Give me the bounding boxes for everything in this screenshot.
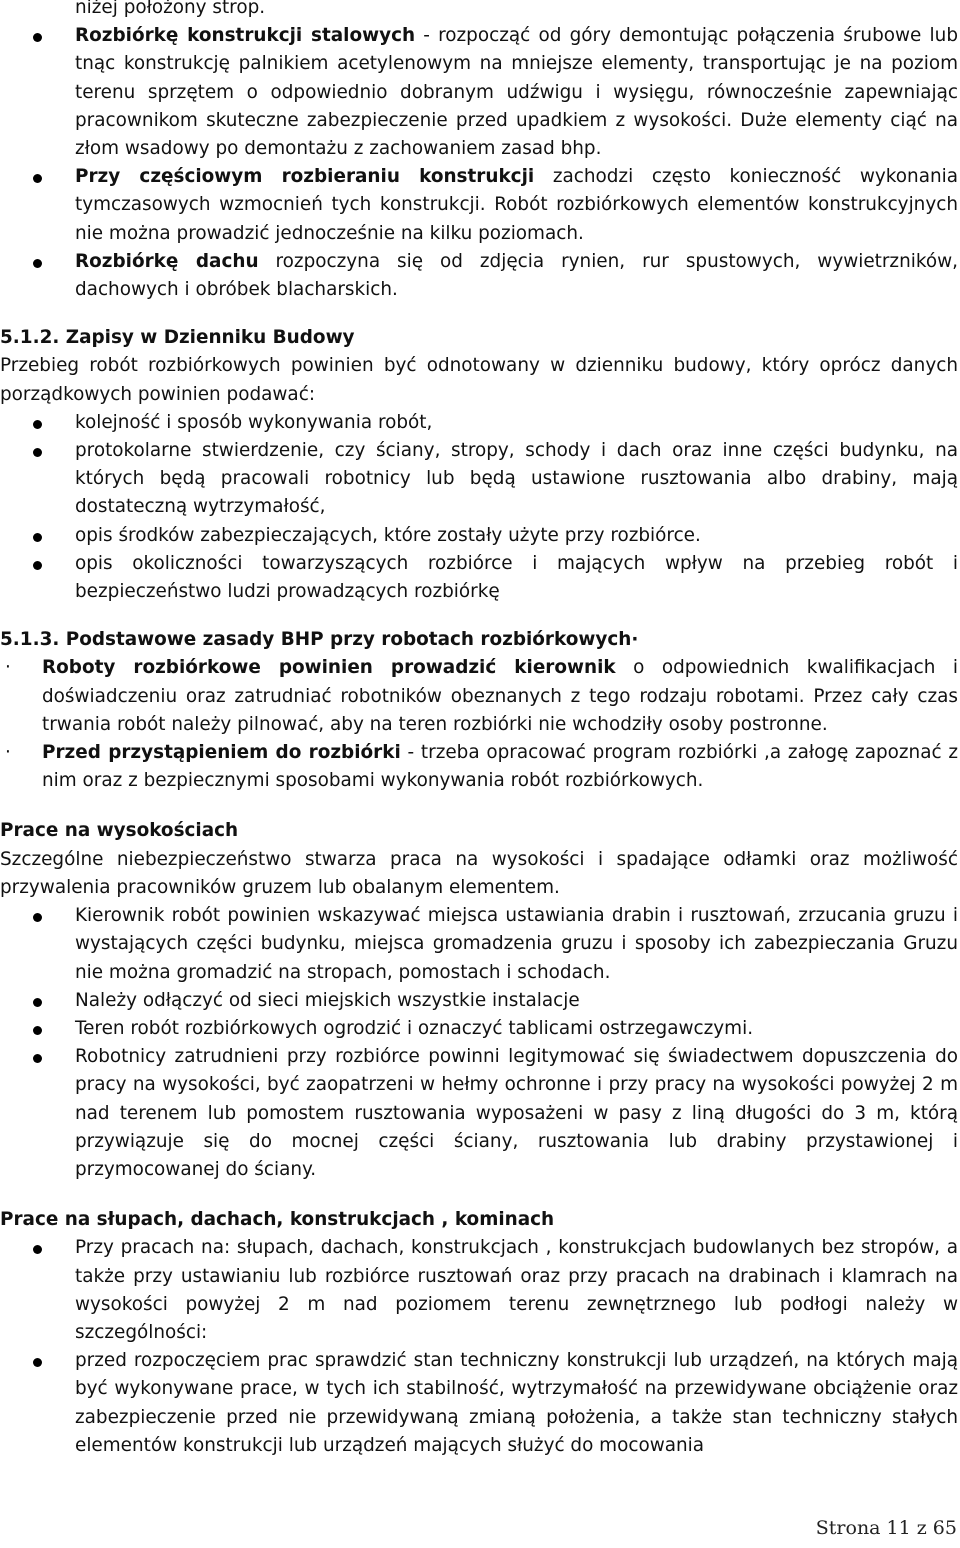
item-text: - trzeba opracować program rozbiórki ,a załogę zapoznać z nim oraz z bezpiecznymi sposobami wykonywania robót rozbiórkowych. bbox=[42, 742, 959, 792]
list-item bbox=[0, 654, 958, 739]
item-text: rozpoczyna się od zdjęcia rynien, rur spustowych, wywietrzników, dachowych i obróbek blacharskich. bbox=[75, 250, 958, 301]
bullet-icon bbox=[33, 33, 42, 42]
bhp-list bbox=[0, 654, 958, 795]
list-item: Robotnicy zatrudnieni przy rozbiórce powinni legitymować się świadectwem dopuszczenia do pracy na wysokości, być zaopatrzeni w hełmy ochronne i przy pracy na wysokości powyżej 2 m nad terenem lub pomostem rusztowania wyposażeni w pasy z liną długości do 3 m, którą przywiązuje się do mocnej części ściany, rusztowania lub drabiny przystawionej i przymocowanej do ściany. bbox=[0, 1043, 958, 1184]
journal-list bbox=[0, 409, 958, 606]
section-heading: Prace na słupach, dachach, konstrukcjach , kominach bbox=[0, 1209, 555, 1231]
item-text: o odpowiednich kwalifikacjach i doświadczeniu oraz zatrudniać robotników obeznanych z tego rodzaju robotami. Przez cały czas trwania robót należy pilnować, aby na teren rozbiórki nie wchodziły osoby postronne. bbox=[42, 657, 959, 735]
columns-list bbox=[0, 1234, 958, 1460]
bullet-icon bbox=[33, 420, 42, 429]
bullet-icon bbox=[33, 1054, 42, 1063]
bullet-icon bbox=[33, 448, 42, 457]
list-item: opis środków zabezpieczających, które zostały użyte przy rozbiórce. bbox=[0, 522, 958, 550]
section-heading: 5.1.3. Podstawowe zasady BHP przy robotach rozbiórkowych· bbox=[0, 629, 639, 651]
list-item: protokolarne stwierdzenie, czy ściany, stropy, schody i dach oraz inne części budynku, na których będą pracowali robotnicy lub będą ustawione rusztowania albo drabiny, mają dostateczną wytrzymałość, bbox=[0, 437, 958, 522]
bullet-icon bbox=[33, 259, 42, 268]
bullet-icon bbox=[33, 533, 42, 542]
list-item: Przy pracach na: słupach, dachach, konstrukcjach , konstrukcjach budowlanych bez stropów, a także przy ustawianiu lub rozbiórce rusztowań oraz przy pracach na drabinach i klamrach na wysokości powyżej 2 m nad poziomem terenu zewnętrznego lub podłogi należy w szczególności: bbox=[0, 1234, 958, 1347]
section-heading: 5.1.2. Zapisy w Dzienniku Budowy bbox=[0, 327, 355, 349]
bullet-icon bbox=[33, 913, 42, 922]
item-lead: Przed przystąpieniem do rozbiórki bbox=[42, 742, 401, 764]
item-text: - rozpocząć od góry demontując połączenia śrubowe lub tnąc konstrukcję palnikiem acetylenowym na mniejsze elementy, transportując je na poziom terenu sprzętem o odpowiednio dobranym udźwigu i wysięgu, równocześnie zapewniając pracownikom skuteczne zabezpieczenie przed upadkiem z wysokości. Duże elementy ciąć na złom wsadowy po demontażu z zachowaniem zasad bhp. bbox=[75, 25, 958, 160]
dot-marker: · bbox=[5, 657, 11, 679]
list-item: Kierownik robót powinien wskazywać miejsca ustawiania drabin i rusztowań, zrzucania gruzu i wystających części budynku, miejsca gromadzenia gruzu i sposoby ich zabezpieczania Gruzu nie można gromadzić na stropach, pomostach i schodach. bbox=[0, 902, 958, 987]
bullet-icon bbox=[33, 1358, 42, 1367]
item-lead: Rozbiórkę konstrukcji stalowych bbox=[75, 25, 416, 47]
continued-line: niżej położony strop. bbox=[75, 0, 266, 18]
bullet-icon bbox=[33, 174, 42, 183]
demolition-list bbox=[0, 22, 958, 304]
list-item bbox=[0, 739, 958, 795]
section-heading: Prace na wysokościach bbox=[0, 820, 239, 842]
page-number: Strona 11 z 65 bbox=[815, 1516, 957, 1539]
item-lead: Rozbiórkę dachu bbox=[75, 250, 259, 272]
list-item: kolejność i sposób wykonywania robót, bbox=[0, 409, 958, 437]
list-item: opis okoliczności towarzyszących rozbiórce i mających wpływ na przebieg robót i bezpieczeństwo ludzi prowadzących rozbiórkę bbox=[0, 550, 958, 606]
list-item: Teren robót rozbiórkowych ogrodzić i oznaczyć tablicami ostrzegawczymi. bbox=[0, 1015, 958, 1043]
list-item: Należy odłączyć od sieci miejskich wszystkie instalacje bbox=[0, 987, 958, 1015]
list-item bbox=[0, 163, 958, 248]
bullet-icon bbox=[33, 561, 42, 570]
bullet-icon bbox=[33, 998, 42, 1007]
bullet-icon bbox=[33, 1245, 42, 1254]
bullet-icon bbox=[33, 1026, 42, 1035]
dot-marker: · bbox=[5, 742, 11, 764]
item-lead: Roboty rozbiórkowe powinien prowadzić kierownik bbox=[42, 657, 616, 679]
list-item bbox=[0, 22, 958, 163]
section-intro: Szczególne niebezpieczeństwo stwarza praca na wysokości i spadające odłamki oraz możliwość przywalenia pracowników gruzem lub obalanym elementem. bbox=[0, 848, 958, 898]
section-intro: Przebieg robót rozbiórkowych powinien być odnotowany w dzienniku budowy, który oprócz danych porządkowych powinien podawać: bbox=[0, 355, 958, 405]
heights-list bbox=[0, 902, 958, 1184]
item-lead: Przy częściowym rozbieraniu konstrukcji bbox=[75, 166, 535, 188]
item-text: zachodzi często konieczność wykonania tymczasowych wzmocnień tych konstrukcji. Robót rozbiórkowych elementów konstrukcyjnych nie można prowadzić jednocześnie na kilku poziomach. bbox=[75, 166, 958, 244]
list-item: przed rozpoczęciem prac sprawdzić stan techniczny konstrukcji lub urządzeń, na których mają być wykonywane prace, w tych ich stabilność, wytrzymałość na przewidywane obciążenie oraz zabezpieczenie przed nie przewidywaną zmianą położenia, a także stan techniczny stałych elementów konstrukcji lub urządzeń mających służyć do mocowania bbox=[0, 1347, 958, 1460]
list-item bbox=[0, 248, 958, 304]
